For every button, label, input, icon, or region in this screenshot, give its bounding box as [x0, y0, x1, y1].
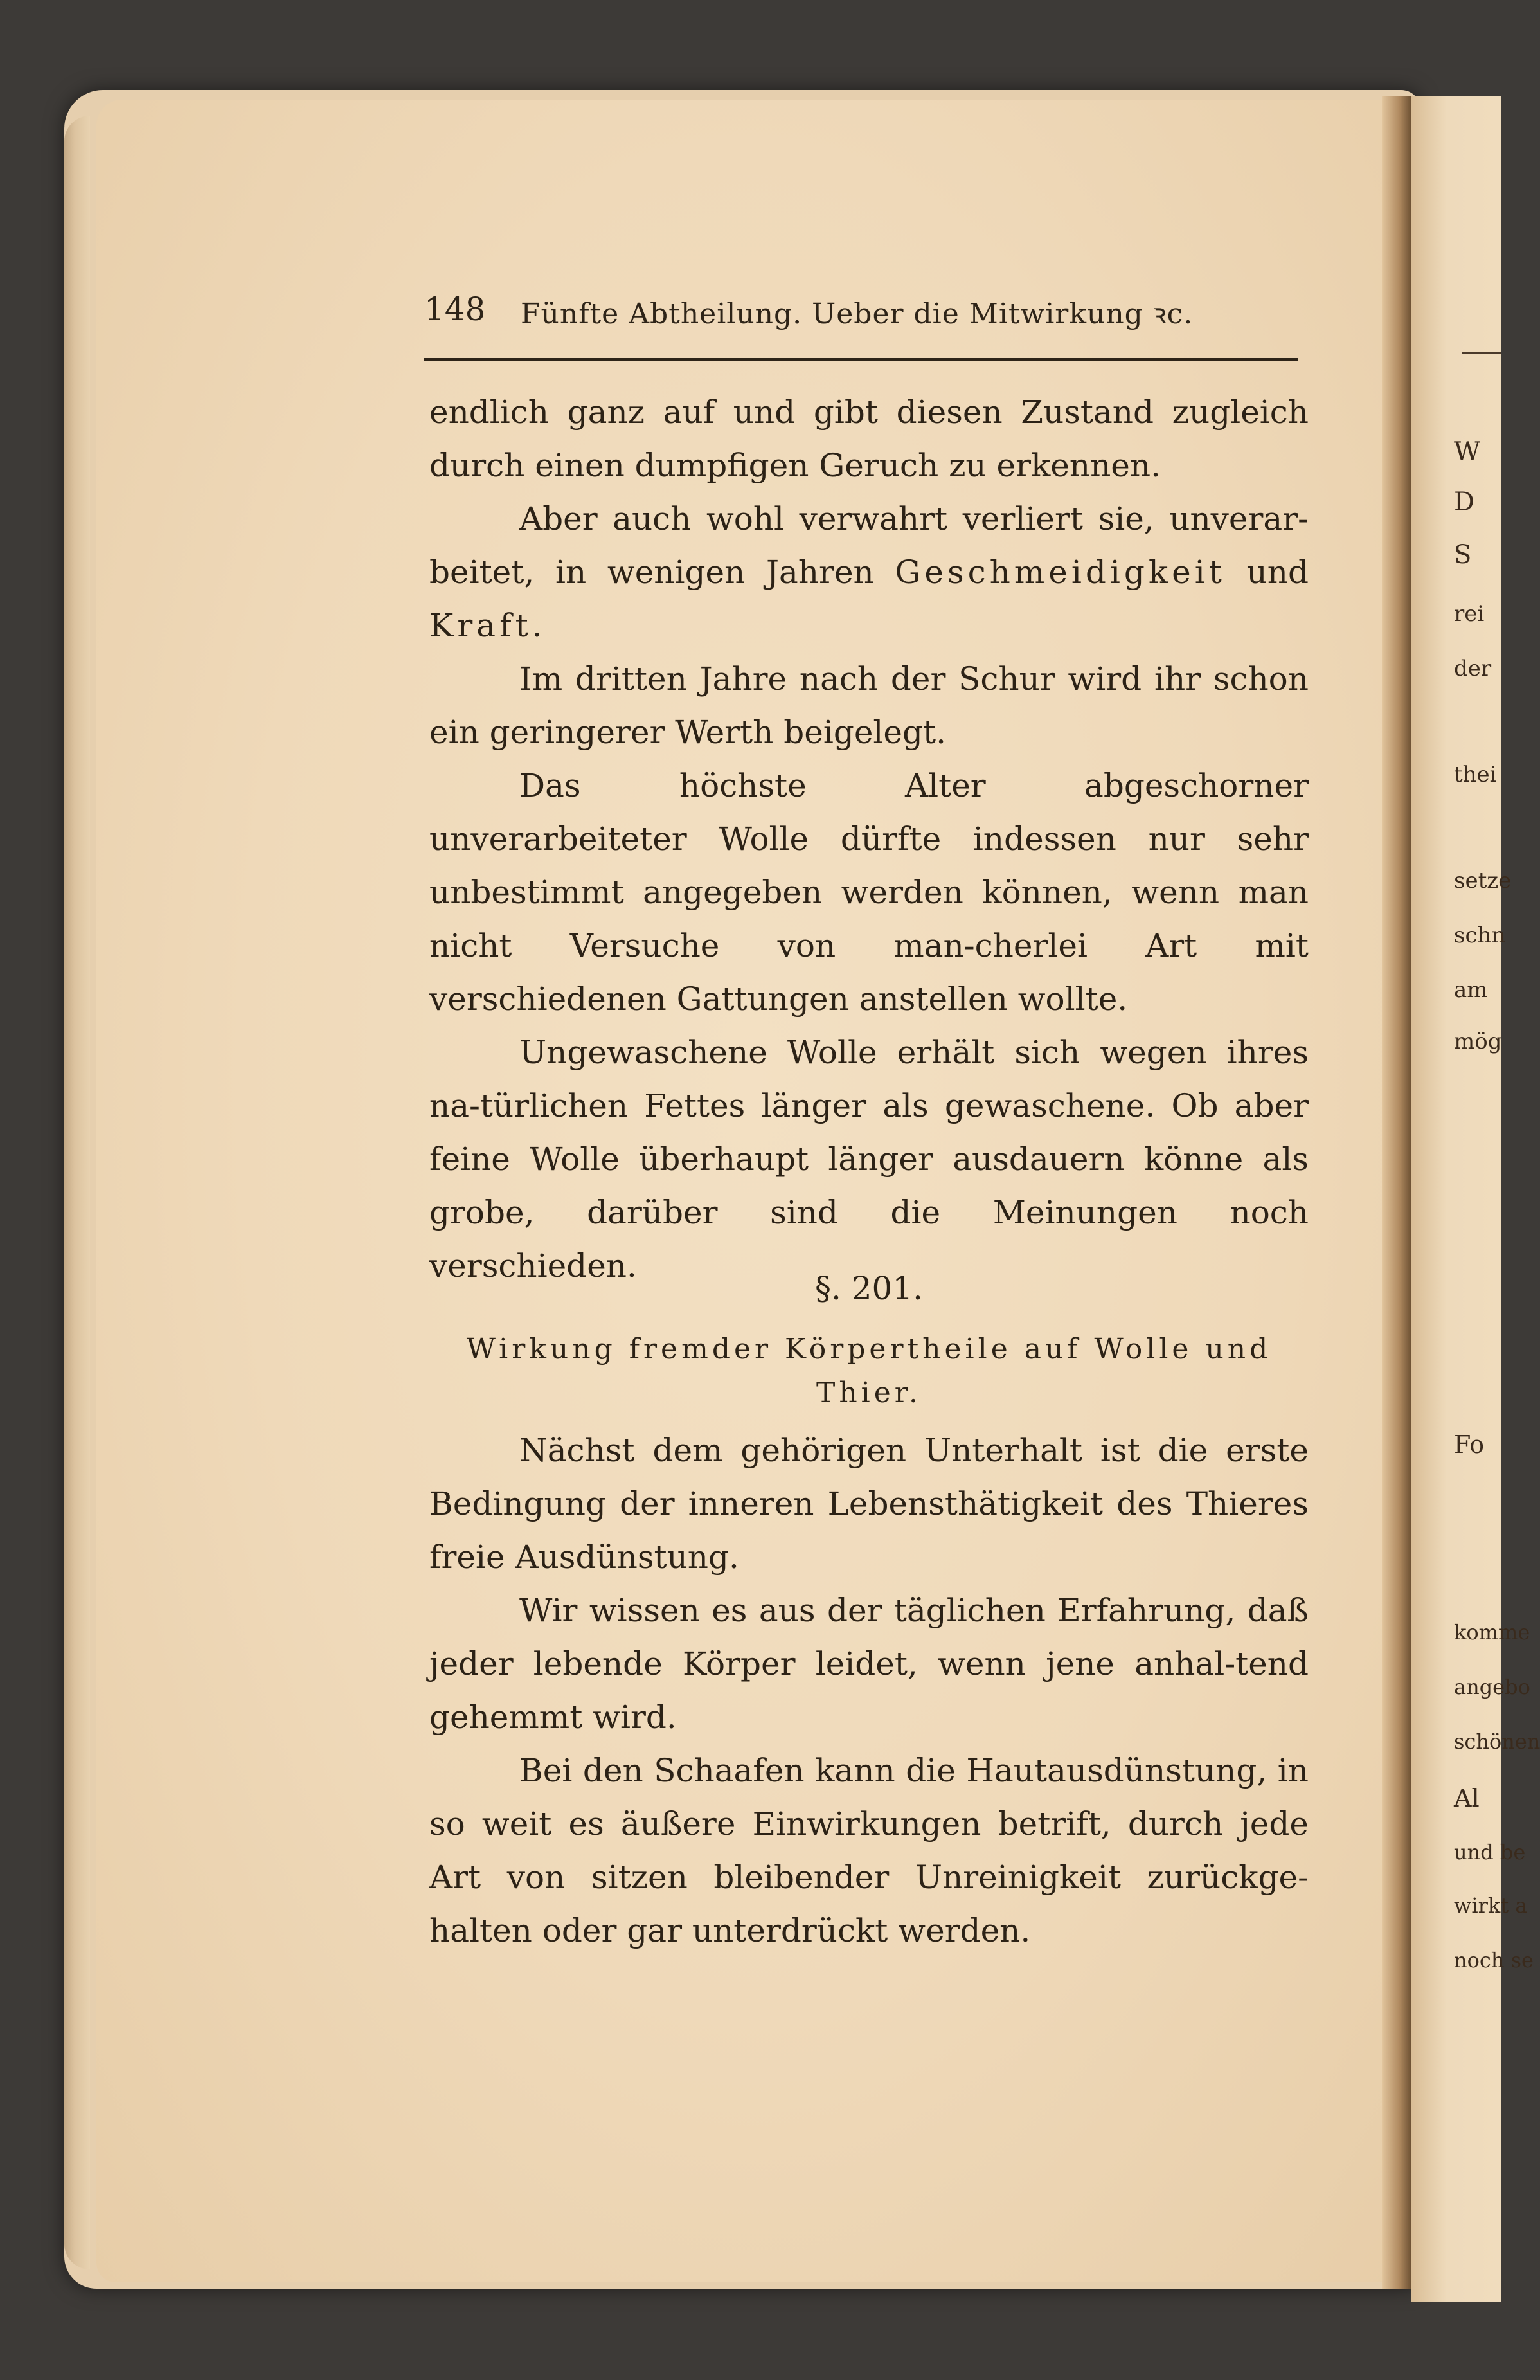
paragraph: Nächst dem gehörigen Unterhalt ist die erste Bedingung der inneren Lebensthätigkeit des Thieres freie Ausdünstung. — [429, 1432, 1309, 1576]
running-head: Fünfte Abtheilung. Ueber die Mitwirkung ꝛc. — [521, 298, 1194, 330]
paragraph — [429, 492, 1309, 653]
page-number: 148 — [424, 291, 486, 328]
emphasized-text: Geschmeidigkeit — [895, 554, 1226, 591]
paragraph: Ungewaschene Wolle erhält sich wegen ihres na-türlichen Fettes länger als gewaschene. Ob aber feine Wolle überhaupt länger ausdauern könne als grobe, darüber sind die Meinungen noch verschieden. — [429, 1034, 1309, 1285]
facing-page-fragment: S — [1454, 540, 1472, 570]
section-title: Wirkung fremder Körpertheile auf Wolle und Thier. — [466, 1333, 1272, 1409]
facing-page-fragment: Al — [1454, 1784, 1480, 1812]
paragraph: Wir wissen es aus der täglichen Erfahrung, daß jeder lebende Körper leidet, wenn jene anhal-tend gehemmt wird. — [429, 1592, 1309, 1736]
paragraph-text: und — [1225, 554, 1309, 591]
facing-page-fragment: schn — [1454, 923, 1506, 948]
facing-page-fragment: W — [1454, 437, 1481, 467]
paragraph: Im dritten Jahre nach der Schur wird ihr schon ein geringerer Werth beigelegt. — [429, 660, 1309, 751]
facing-page-fragment: der — [1454, 656, 1492, 681]
book-gutter — [1382, 96, 1411, 2289]
paragraph-continuation: endlich ganz auf und gibt diesen Zustand zugleich durch einen dumpfigen Geruch zu erkennen. — [429, 393, 1309, 484]
facing-page-fragment: setze — [1454, 868, 1512, 894]
facing-page-fragment: Fo — [1454, 1430, 1485, 1459]
facing-page-fragment: schönen — [1454, 1729, 1540, 1754]
facing-page-fragment: und be — [1454, 1840, 1526, 1864]
facing-page-fragment: angebo — [1454, 1675, 1530, 1699]
section-number: §. 201. — [814, 1270, 924, 1307]
facing-page-fragment: wirkt a — [1454, 1893, 1528, 1918]
body-text-block-2 — [429, 1424, 1309, 1958]
paragraph: Das höchste Alter abgeschorner unverarbeiteter Wolle dürfte indessen nur sehr unbestimmt angegeben werden können, wenn man nicht Versuche von man-cherlei Art mit verschiedenen Gattungen anstellen wollte. — [429, 767, 1309, 1018]
paragraph-text: Aber auch wohl verwahrt verliert sie, unverar-beitet, in wenigen Jahren — [429, 500, 1309, 591]
page-edges — [64, 116, 90, 2269]
facing-page-fragment: rei — [1454, 601, 1485, 627]
facing-page-fragment: am — [1454, 977, 1488, 1003]
facing-page-fragment: mög — [1454, 1029, 1502, 1054]
facing-page-fragment: D — [1454, 487, 1475, 517]
paragraph: Bei den Schaafen kann die Hautausdünstung, in so weit es äußere Einwirkungen betrift, durch jede Art von sitzen bleibender Unreinigkeit zurückge-halten oder gar unterdrückt werden. — [429, 1752, 1309, 1949]
facing-page-fragment: noch se — [1454, 1948, 1534, 1972]
facing-page-rule — [1462, 352, 1501, 354]
body-text-block-1 — [429, 386, 1309, 1293]
header-rule — [424, 358, 1298, 361]
facing-page-fragment: thei — [1454, 762, 1497, 788]
facing-page-fragment: komme — [1454, 1620, 1530, 1645]
emphasized-text: Kraft. — [429, 607, 546, 644]
page-header — [424, 291, 1311, 336]
